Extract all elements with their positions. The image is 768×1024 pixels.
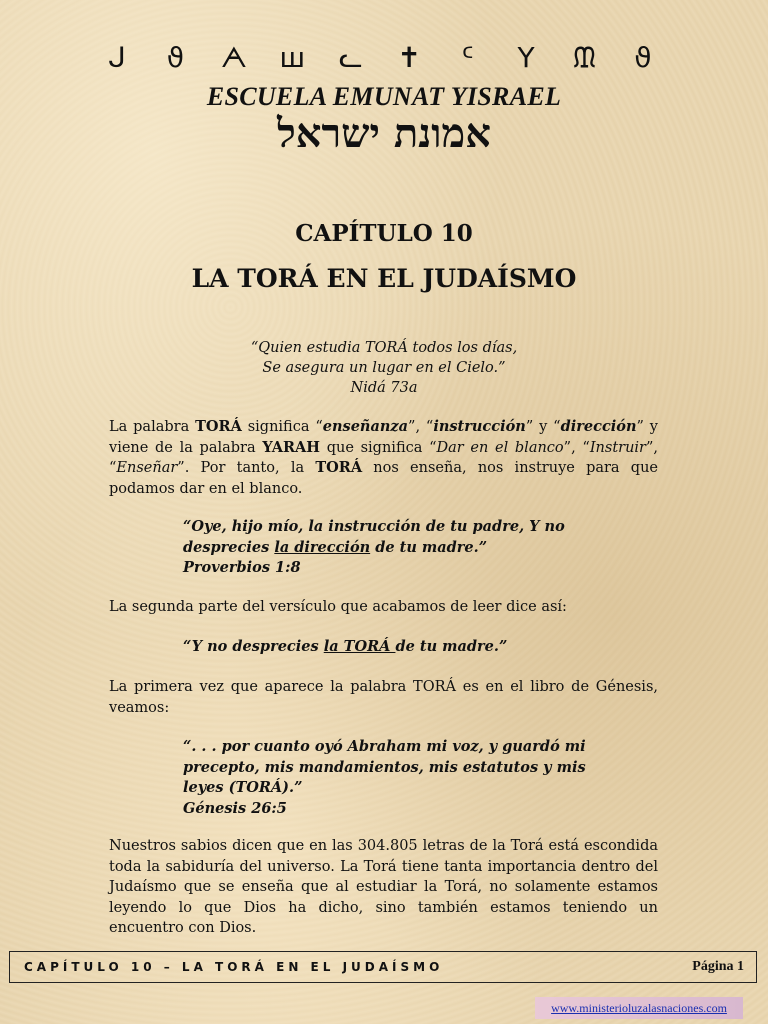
glyph-5: ᓚ xyxy=(338,41,363,74)
epigraph xyxy=(0,338,768,398)
quote-part: “Y no desprecies xyxy=(183,638,324,655)
website-link[interactable]: www.ministerioluzalasnaciones.com xyxy=(535,997,743,1019)
p1-text: nos enseña, nos instruye para que podamos dar en el blanco. xyxy=(109,460,659,497)
quote-proverbios xyxy=(183,517,603,579)
p1-italic: Enseñar xyxy=(116,460,178,476)
p1-bold: TORÁ xyxy=(315,459,363,476)
p1-text: ”, “ xyxy=(408,419,434,435)
chapter-number: CAPÍTULO 10 xyxy=(295,220,473,247)
quote-source: Génesis 26:5 xyxy=(183,799,287,817)
glyph-3: ᗅ xyxy=(220,41,248,74)
p1-text: que significa “ xyxy=(320,439,437,456)
p1-text: significa “ xyxy=(241,419,323,435)
quote-text xyxy=(183,517,603,558)
glyph-8: Y xyxy=(517,41,535,74)
quote-part: “Oye, hijo mío, la instrucción de tu padre, Y no desprecies xyxy=(183,518,565,556)
p1-bold-italic: dirección xyxy=(560,418,637,435)
p1-bold-italic: enseñanza xyxy=(322,418,409,435)
paragraph-sabios: Nuestros sabios dicen que en las 304.805 letras de la Torá está escondida toda la sabiduría del universo. La Torá tiene tanta importancia dentro del Judaísmo que se enseña que al estudiar la Torá, no solamente estamos leyendo lo que Dios ha dicho, sino también estamos teniendo un encuentro con Dios. xyxy=(109,838,658,936)
page-footer xyxy=(9,951,757,983)
paragraph-segunda-parte: La segunda parte del versículo que acabamos de leer dice así: xyxy=(109,599,567,615)
quote-tora-madre xyxy=(183,637,603,658)
glyph-7: ᑦ xyxy=(461,41,474,74)
hebrew-school-name: אמונת ישראל xyxy=(277,110,491,157)
footer-page-number: Página 1 xyxy=(692,959,744,974)
glyph-10: ϑ xyxy=(634,41,652,74)
p1-text: La palabra xyxy=(109,419,196,435)
quote-part: de tu madre.” xyxy=(395,638,508,655)
p1-text: ”. Por tanto, la xyxy=(177,460,316,476)
p1-italic: Instruir xyxy=(589,439,646,456)
glyph-6: ✝ xyxy=(397,41,421,74)
glyph-2: ϑ xyxy=(166,41,185,74)
quote-underlined: la dirección xyxy=(274,538,371,556)
quote-part: de tu madre.” xyxy=(370,538,488,556)
p1-italic: Dar en el blanco xyxy=(436,439,564,456)
p1-bold: YARAH xyxy=(262,438,321,456)
paragraph-primera-vez: La primera vez que aparece la palabra TORÁ es en el libro de Génesis, veamos: xyxy=(109,679,658,716)
footer-chapter-label: CAPÍTULO 10 – LA TORÁ EN EL JUDAÍSMO xyxy=(24,960,444,974)
school-name: ESCUELA EMUNAT YISRAEL xyxy=(206,82,562,111)
p1-text: ” y viene de la palabra xyxy=(109,419,658,456)
epigraph-line-2: Se asegura un lugar en el Cielo.” xyxy=(262,360,506,376)
glyph-1: ᒍ xyxy=(108,41,126,74)
glyph-4: ш xyxy=(279,41,306,74)
quote-line-1: “. . . por cuanto oyó Abraham mi voz, y guardó mi xyxy=(183,738,586,755)
p1-text: ”, “ xyxy=(109,439,659,476)
epigraph-source: Nidá 73a xyxy=(350,380,418,396)
ancient-hebrew-glyph-row xyxy=(100,38,660,78)
p1-bold: TORÁ xyxy=(195,418,242,435)
paragraph-tora-meaning xyxy=(109,417,658,499)
quote-underlined: la TORÁ xyxy=(323,638,396,655)
p1-text: ”, “ xyxy=(563,439,590,456)
quote-line-2: precepto, mis mandamientos, mis estatutos y mis xyxy=(183,758,586,776)
quote-genesis xyxy=(183,737,603,819)
quote-line-3: leyes (TORÁ).” xyxy=(183,779,303,796)
chapter-title: LA TORÁ EN EL JUDAÍSMO xyxy=(191,264,577,293)
quote-source: Proverbios 1:8 xyxy=(183,559,301,576)
p1-bold-italic: instrucción xyxy=(433,418,526,435)
p1-text: ” y “ xyxy=(525,419,561,435)
epigraph-line-1: “Quien estudia TORÁ todos los días, xyxy=(250,340,518,356)
glyph-9: ᙢ xyxy=(572,41,597,74)
